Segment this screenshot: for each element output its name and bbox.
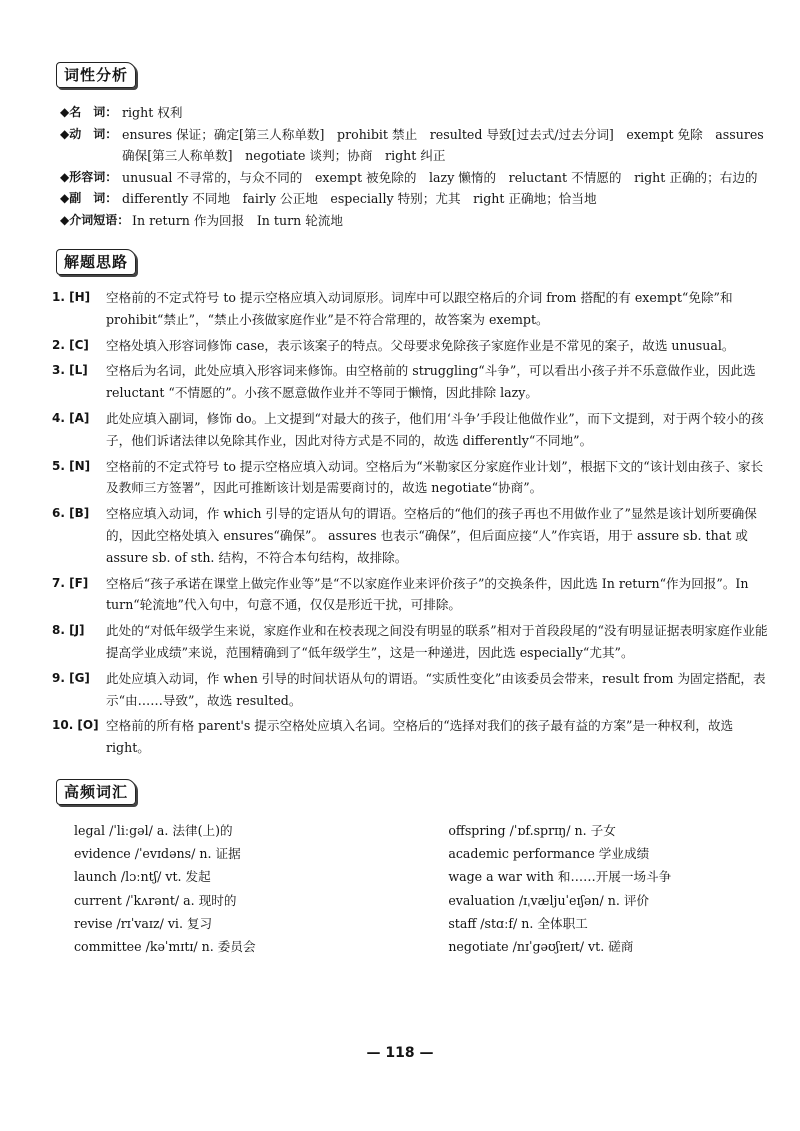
item-text: 空格后为名词，此处应填入形容词来修饰。由空格前的 struggling“斗争”，可以看出小孩子并不乐意做作业，因此选 reluctant “不情愿的”。小孩不愿意做作业并不等同于懒惰，因此排除 lazy。 xyxy=(106,363,756,401)
vocab-entry: revise /rɪˈvaɪz/ vi. 复习 xyxy=(74,915,213,931)
pos-label: ◆介词短语： xyxy=(60,212,130,227)
vocab-entry: wage a war with 和……开展一场斗争 xyxy=(448,869,672,885)
pos-list xyxy=(60,102,770,231)
pos-row-noun xyxy=(60,102,770,124)
solution-item xyxy=(52,668,770,712)
pos-text: right 权利 xyxy=(122,105,183,120)
item-text: 空格前的不定式符号 to 提示空格应填入动词。空格后为“米勒家区分家庭作业计划”，根据下文的“该计划由孩子、家长及教师三方签署”，因此可推断该计划是需要商讨的，故选 negotiate“协商”。 xyxy=(106,458,764,496)
pos-analysis-section xyxy=(52,62,770,231)
item-text: 此处应填入副词，修饰 do。上文提到“对最大的孩子，他们用‘斗争’手段让他做作业”，而下文提到，对于两个较小的孩子，他们诉诸法律以免除其作业，因此对待方式是不同的，故选 differently“不同地”。 xyxy=(106,410,764,448)
pos-label: ◆动 词： xyxy=(60,126,118,141)
item-text: 此处的“对低年级学生来说，家庭作业和在校表现之间没有明显的联系”相对于首段段尾的“没有明显证据表明家庭作业能提高学业成绩”来说，范围精确到了“低年级学生”，这是一种递进，因此选 especially“尤其”。 xyxy=(106,623,768,660)
item-text: 空格应填入动词，作 which 引导的定语从句的谓语。空格后的“他们的孩子再也不用做作业了”显然是该计划所要确保的，因此空格处填入 ensures“确保”。 assures 也表示“确保”，但后面应接“人”作宾语，用于 assure sb. that 或 assure sb. of sth. 结构，不符合本句结构，故排除。 xyxy=(106,506,757,565)
vocab-entry: current /ˈkʌrənt/ a. 现时的 xyxy=(74,892,237,908)
item-text: 此处应填入动词，作 when 引导的时间状语从句的谓语。“实质性变化”由该委员会带来，result from 为固定搭配，表示“由……导致”，故选 resulted。 xyxy=(106,670,766,708)
item-number: 10. [O] xyxy=(52,718,99,733)
solution-item xyxy=(52,335,770,357)
section-title-pos: 词性分析 xyxy=(56,62,136,88)
pos-row-adjective xyxy=(60,167,770,189)
vocab-entry: legal /ˈliːgəl/ a. 法律(上)的 xyxy=(74,822,233,838)
solution-item xyxy=(52,287,770,331)
solution-item xyxy=(52,715,770,759)
item-number: 8. [J] xyxy=(52,623,85,638)
solution-item xyxy=(52,573,770,617)
item-number: 2. [C] xyxy=(52,337,89,352)
item-number: 4. [A] xyxy=(52,410,90,425)
pos-text: ensures 保证；确定[第三人称单数] prohibit 禁止 resulted 导致[过去式/过去分词] exempt 免除 assures 确保[第三人称单数] negotiate 谈判；协商 right 纠正 xyxy=(122,126,764,163)
vocab-entry: evaluation /ɪˌvæljuˈeɪʃən/ n. 评价 xyxy=(448,892,650,908)
pos-label: ◆名 词： xyxy=(60,105,118,119)
vocabulary-section xyxy=(52,779,770,958)
pos-text: differently 不同地 fairly 公正地 especially 特别；尤其 right 正确地；恰当地 xyxy=(122,191,597,206)
item-text: 空格处填入形容词修饰 case，表示该案子的特点。父母要求免除孩子家庭作业是不常见的案子，故选 unusual。 xyxy=(106,337,735,353)
pos-row-verb xyxy=(60,124,770,167)
solution-item xyxy=(52,408,770,452)
pos-text: unusual 不寻常的，与众不同的 exempt 被免除的 lazy 懒惰的 reluctant 不情愿的 right 正确的；右边的 xyxy=(122,169,758,185)
solution-item xyxy=(52,620,770,664)
vocab-entry: academic performance 学业成绩 xyxy=(448,846,650,862)
vocab-column-right xyxy=(448,819,770,958)
item-number: 1. [H] xyxy=(52,290,91,304)
page-number: — 118 — xyxy=(366,1045,434,1061)
pos-text: In return 作为回报 In turn 轮流地 xyxy=(132,212,344,228)
pos-row-prep-phrase xyxy=(60,210,770,232)
item-number: 3. [L] xyxy=(52,363,88,378)
vocab-entry: offspring /ˈɒf.sprɪŋ/ n. 子女 xyxy=(448,822,616,838)
item-number: 7. [F] xyxy=(52,575,89,590)
vocabulary-table xyxy=(74,819,770,958)
vocab-entry: committee /kəˈmɪtɪ/ n. 委员会 xyxy=(74,938,256,954)
item-number: 6. [B] xyxy=(52,506,90,521)
document-page xyxy=(52,62,770,958)
solution-item xyxy=(52,360,770,404)
solution-item xyxy=(52,456,770,500)
item-number: 9. [G] xyxy=(52,670,90,685)
vocab-column-left xyxy=(74,819,448,958)
item-number: 5. [N] xyxy=(52,458,91,473)
section-title-solution: 解题思路 xyxy=(56,249,136,275)
vocab-entry: negotiate /nɪˈgəʊʃɪeɪt/ vt. 磋商 xyxy=(448,938,634,954)
section-title-vocabulary: 高频词汇 xyxy=(56,779,136,805)
solution-section xyxy=(52,249,770,759)
vocab-entry: evidence /ˈevɪdəns/ n. 证据 xyxy=(74,846,241,862)
item-text: 空格后“孩子承诺在课堂上做完作业等”是“不以家庭作业来评价孩子”的交换条件，因此选 In return“作为回报”。In turn“轮流地”代入句中，句意不通，仅仅是形近干扰，可排除。 xyxy=(106,575,749,613)
pos-row-adverb xyxy=(60,188,770,210)
pos-label: ◆形容词： xyxy=(60,169,118,184)
vocab-entry: launch /lɔːntʃ/ vt. 发起 xyxy=(74,869,211,885)
item-text: 空格前的所有格 parent's 提示空格处应填入名词。空格后的“选择对我们的孩子最有益的方案”是一种权利，故选 right。 xyxy=(106,718,734,756)
item-text: 空格前的不定式符号 to 提示空格应填入动词原形。词库中可以跟空格后的介词 from 搭配的有 exempt“免除”和 prohibit“禁止”，“禁止小孩做家庭作业”是不符合常理的，故答案为 exempt。 xyxy=(106,290,733,327)
solution-list xyxy=(52,287,770,759)
vocab-entry: staff /stɑːf/ n. 全体职工 xyxy=(448,915,588,931)
pos-label: ◆副 词： xyxy=(60,191,118,205)
solution-item xyxy=(52,503,770,568)
